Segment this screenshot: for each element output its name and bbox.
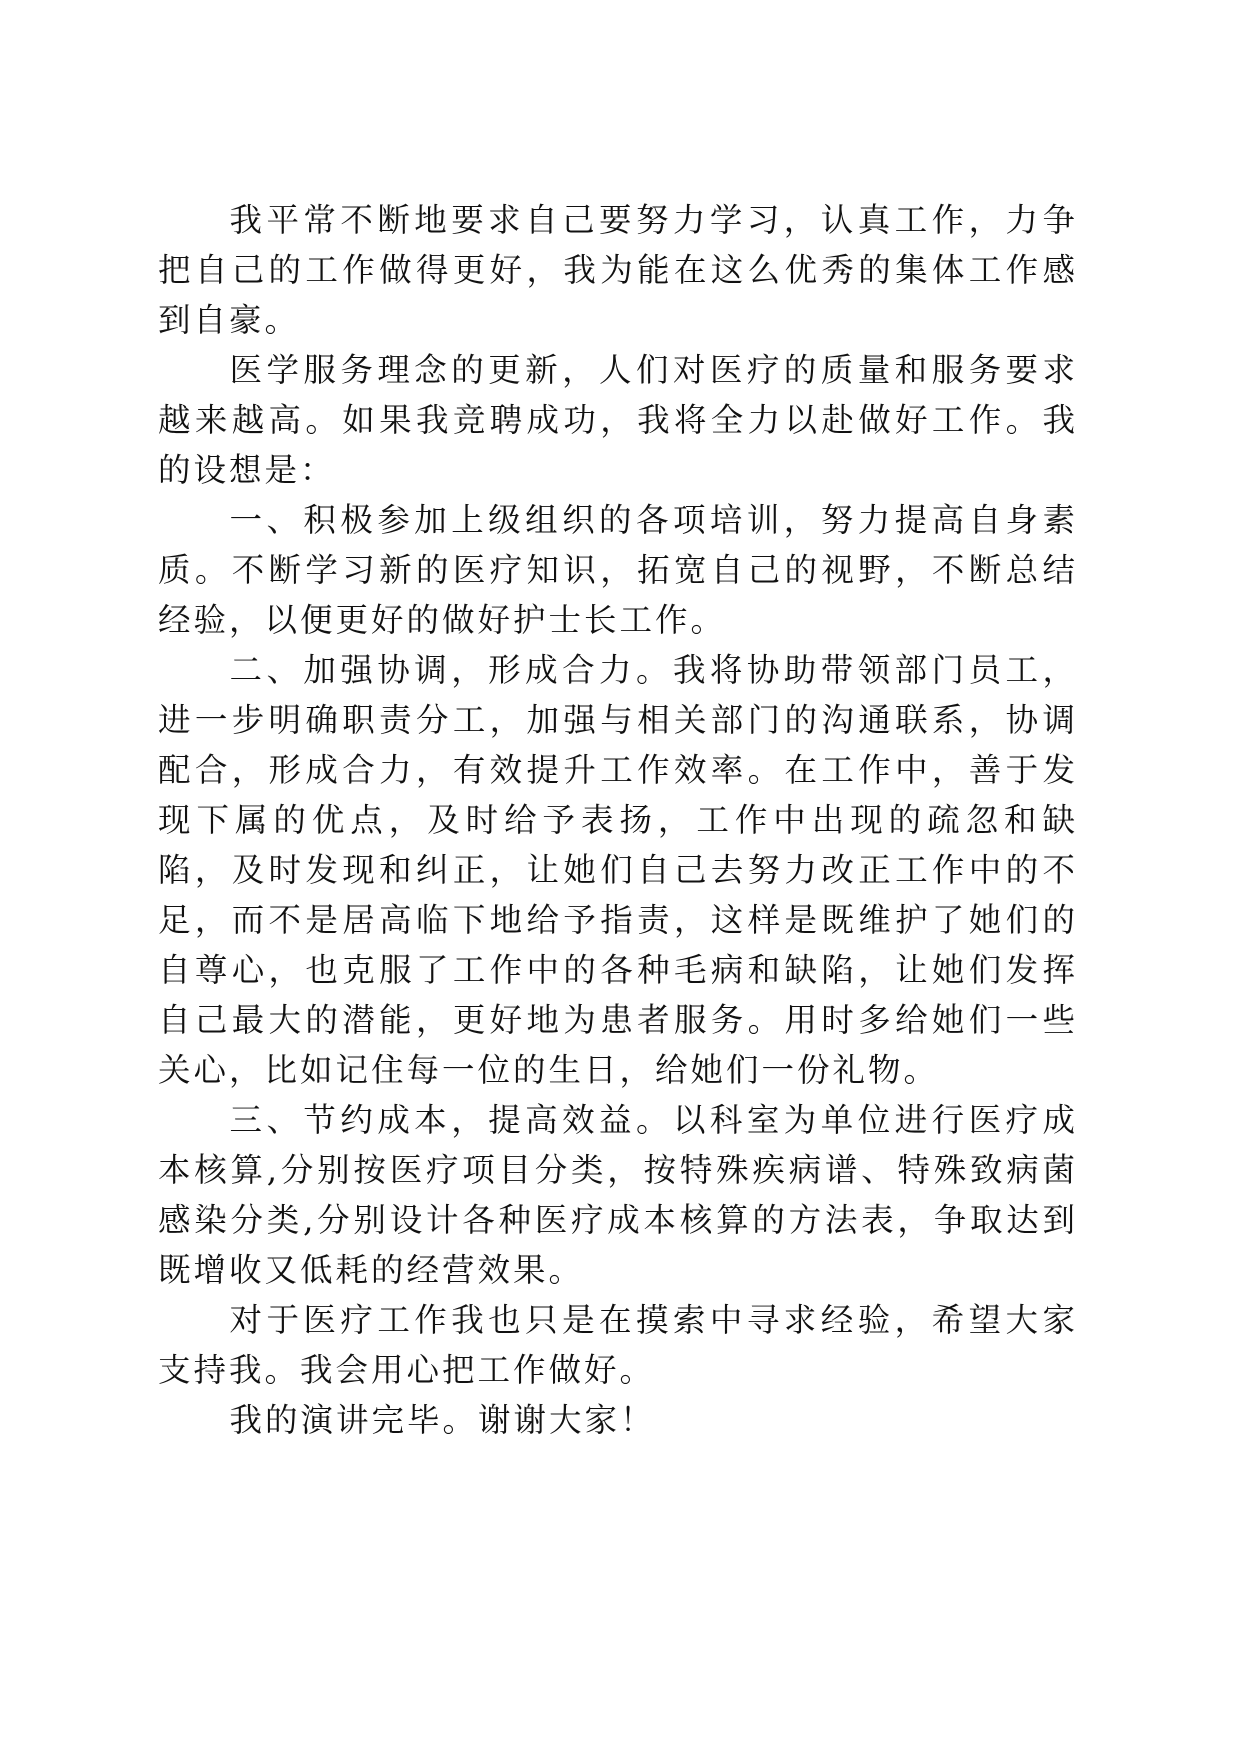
paragraph-closing: 我的演讲完毕。谢谢大家！: [229, 1401, 656, 1439]
paragraph-training: 一、积极参加上级组织的各项培训，努力提高自身素质。不断学习新的医疗知识，拓宽自己的视野，不断总结经验，以便更好的做好护士长工作。: [158, 501, 1078, 639]
paragraph-self-requirement: 我平常不断地要求自己要努力学习，认真工作，力争把自己的工作做得更好，我为能在这么优秀的集体工作感到自豪。: [158, 201, 1078, 339]
paragraph-coordination: 二、加强协调，形成合力。我将协助带领部门员工，进一步明确职责分工，加强与相关部门的沟通联系，协调配合，形成合力，有效提升工作效率。在工作中，善于发现下属的优点，及时给予表扬，工作中出现的疏忽和缺陷，及时发现和纠正，让她们自己去努力改正工作中的不足，而不是居高临下地给予指责，这样是既维护了她们的自尊心，也克服了工作中的各种毛病和缺陷，让她们发挥自己最大的潜能，更好地为患者服务。用时多给她们一些关心，比如记住每一位的生日，给她们一份礼物。: [158, 651, 1078, 1089]
paragraph-cost-saving: 三、节约成本，提高效益。以科室为单位进行医疗成本核算,分别按医疗项目分类，按特殊疾病谱、特殊致病菌感染分类,分别设计各种医疗成本核算的方法表，争取达到既增收又低耗的经营效果。: [158, 1101, 1078, 1289]
paragraph-support-request: 对于医疗工作我也只是在摸索中寻求经验，希望大家支持我。我会用心把工作做好。: [158, 1301, 1078, 1389]
document-body: [158, 195, 1078, 1445]
paragraph-service-philosophy: 医学服务理念的更新，人们对医疗的质量和服务要求越来越高。如果我竞聘成功，我将全力以赴做好工作。我的设想是：: [158, 351, 1078, 489]
